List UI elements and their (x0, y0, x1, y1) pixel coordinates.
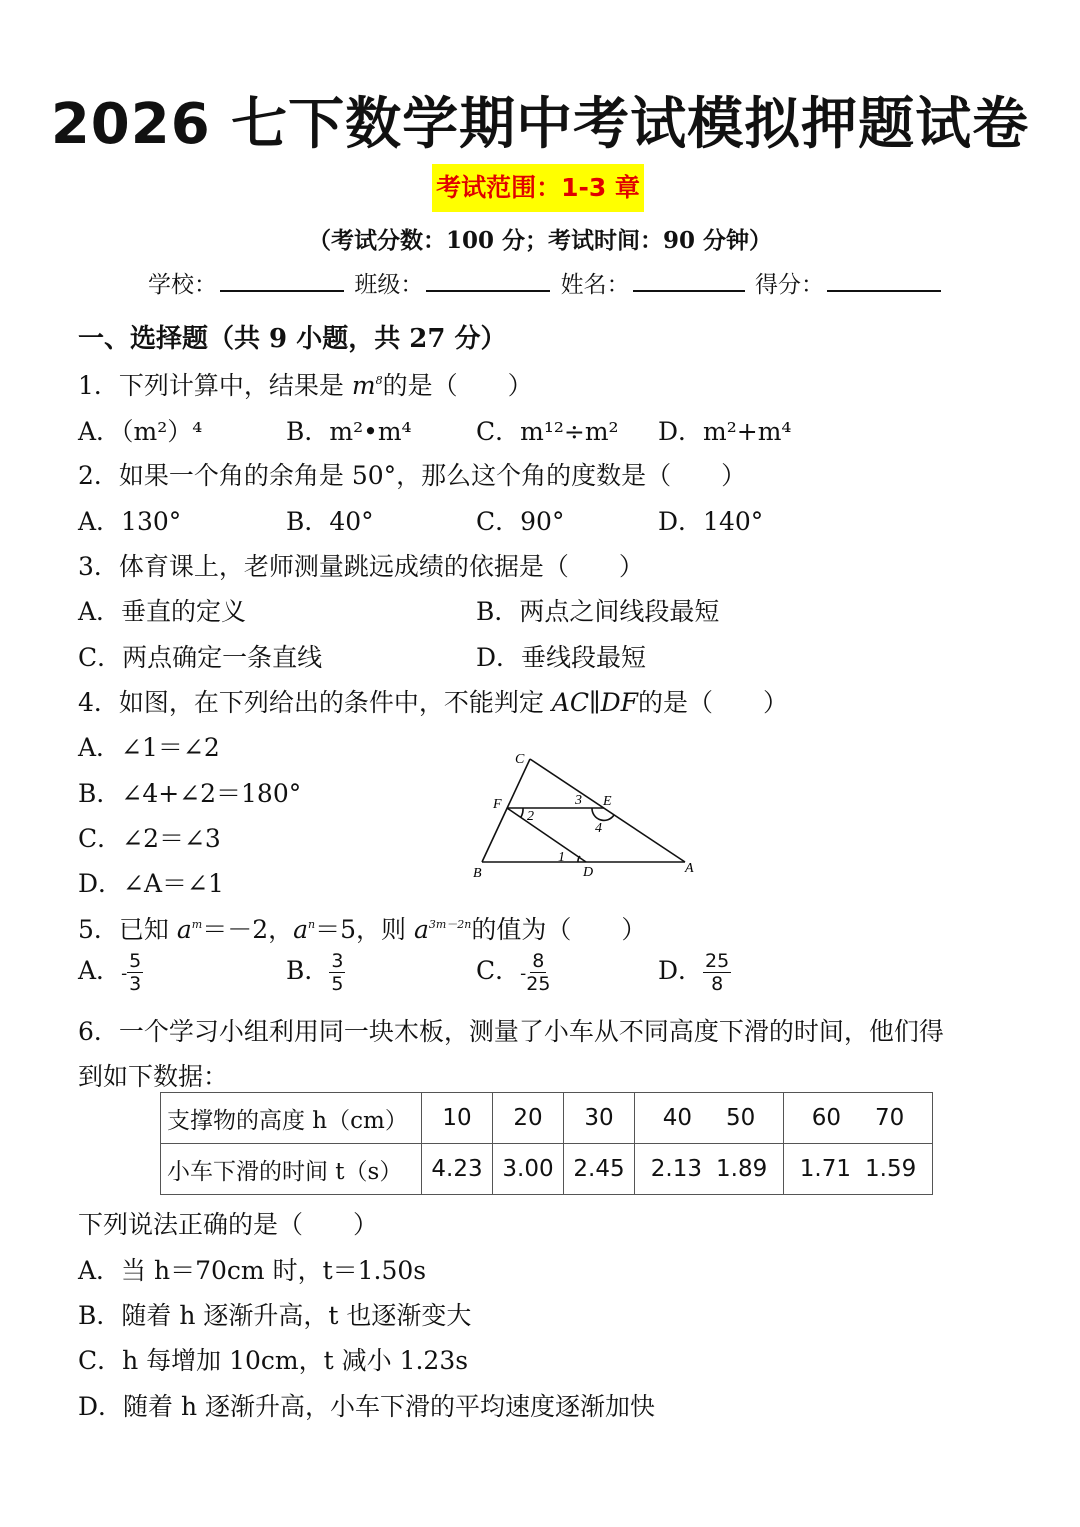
name-blank[interactable] (633, 270, 745, 292)
table-cell: 3.00 (493, 1144, 564, 1195)
q1-option-b: B．m²•m⁴ (286, 417, 412, 446)
school-label: 学校： (148, 272, 217, 298)
q5-option-c (476, 950, 550, 995)
q5-c-sign: - (520, 963, 527, 984)
q3-option-a: A．垂直的定义 (78, 597, 247, 626)
angle-4-arc (592, 808, 614, 820)
q4-option-b: B．∠4+∠2＝180° (78, 779, 302, 808)
label-E: E (603, 794, 612, 809)
label-angle-4: 4 (595, 821, 602, 836)
exam-range-badge: 考试范围：1-3 章 (432, 164, 644, 212)
score-label: 得分： (754, 272, 824, 298)
q5-d-fraction (703, 950, 731, 995)
table-cell: 20 (493, 1093, 564, 1144)
q1-stem-post: 的是（ ） (382, 371, 533, 400)
q4-option-d: D．∠A＝∠1 (78, 869, 224, 898)
q5-b-fraction (329, 950, 345, 995)
name-label: 姓名： (560, 272, 630, 298)
table-row-header: 支撑物的高度 h（cm） (161, 1093, 422, 1144)
q5-a-num: 5 (129, 950, 142, 972)
question-2-stem: 2．如果一个角的余角是 50°，那么这个角的度数是（ ） (78, 461, 747, 490)
school-blank[interactable] (220, 270, 344, 292)
q5-a-den: 3 (129, 973, 142, 995)
table-cell: 2.45 (564, 1144, 635, 1195)
q5-c-den: 25 (526, 973, 551, 995)
class-label: 班级： (354, 272, 424, 298)
label-C: C (515, 752, 525, 767)
question-6-stem-line1: 6．一个学习小组利用同一块木板，测量了小车从不同高度下滑的时间，他们得 (78, 1017, 944, 1046)
q3-option-d: D．垂线段最短 (476, 643, 647, 672)
label-B: B (473, 866, 482, 881)
q5-option-d (658, 950, 731, 995)
q5-d-label: D． (658, 956, 704, 985)
q5-c-label: C． (476, 956, 521, 985)
q5-d-den: 8 (711, 973, 724, 995)
table-cell: 60 70 (784, 1093, 933, 1144)
q6-option-b: B．随着 h 逐渐升高，t 也逐渐变大 (78, 1301, 472, 1330)
q4-stem-pre: 4．如图，在下列给出的条件中，不能判定 (78, 688, 552, 717)
q5-b-den: 5 (331, 973, 344, 995)
table-row (161, 1093, 933, 1144)
q5-b-num: 3 (331, 950, 344, 972)
q6-option-c: C．h 每增加 10cm，t 减小 1.23s (78, 1346, 469, 1375)
exam-info: （考试分数：100 分；考试时间：90 分钟） (307, 227, 773, 254)
q5-cond-2: ＝5，则 (315, 915, 414, 944)
q5-option-b (286, 950, 345, 995)
table-cell: 40 50 (635, 1093, 784, 1144)
q5-a-fraction (127, 950, 143, 995)
data-table (160, 1092, 933, 1195)
q2-option-d: D．140° (658, 507, 764, 536)
score-blank[interactable] (827, 270, 941, 292)
table-cell: 30 (564, 1093, 635, 1144)
q2-option-c: C．90° (476, 507, 565, 536)
q2-option-b: B．40° (286, 507, 374, 536)
segment-CA (530, 759, 685, 862)
label-F: F (493, 797, 502, 812)
question-1-stem (78, 366, 533, 402)
geometry-figure (465, 745, 705, 885)
question-3-stem: 3．体育课上，老师测量跳远成绩的依据是（ ） (78, 552, 644, 581)
q3-option-c: C．两点确定一条直线 (78, 643, 323, 672)
q1-option-c: C．m¹²÷m² (476, 417, 619, 446)
angle-2-arc (521, 808, 523, 817)
label-A: A (685, 861, 694, 876)
q4-stem-post: 的是（ ） (637, 688, 788, 717)
q1-stem-pre: 1．下列计算中，结果是 (78, 371, 352, 400)
label-angle-1: 1 (558, 850, 565, 865)
q5-c-fraction (526, 950, 550, 995)
table-row (161, 1144, 933, 1195)
question-4-stem (78, 683, 788, 719)
q5-cond-1: ＝－2， (202, 915, 294, 944)
question-6-stem-line2: 到如下数据： (78, 1062, 229, 1091)
table-row-header: 小车下滑的时间 t（s） (161, 1144, 422, 1195)
page-title: 2026 七下数学期中考试模拟押题试卷 (50, 92, 1030, 157)
table-cell: 2.13 1.89 (635, 1144, 784, 1195)
q1-option-d: D．m²+m⁴ (658, 417, 792, 446)
label-D: D (583, 865, 594, 880)
q1-option-a: A．（m²）⁴ (78, 417, 203, 446)
q4-option-c: C．∠2＝∠3 (78, 824, 221, 853)
q5-c-num: 8 (532, 950, 545, 972)
q5-b-label: B． (286, 956, 330, 985)
q1-var: m (351, 371, 376, 400)
student-info-row (148, 266, 944, 299)
q6-option-d: D．随着 h 逐渐升高，小车下滑的平均速度逐渐加快 (78, 1392, 656, 1421)
section-title: 一、选择题（共 9 小题，共 27 分） (78, 324, 507, 354)
q3-option-b: B．两点之间线段最短 (476, 597, 720, 626)
table-cell: 1.71 1.59 (784, 1144, 933, 1195)
label-angle-2: 2 (527, 809, 534, 824)
question-5-stem: 5．已知 $a^m=-2$，$a^n=5$，则 $a^{3m-2n}$的值为（ ） (78, 915, 647, 944)
q4-relation: AC∥DF (551, 688, 638, 717)
q6-prompt: 下列说法正确的是（ ） (78, 1210, 379, 1239)
q5-stem-pre: 5．已知 (78, 915, 177, 944)
q5-exponent: 3m－2n (428, 918, 472, 931)
q2-option-a: A．130° (78, 507, 182, 536)
q5-a-label: A． (78, 956, 122, 985)
q5-a-sign: - (121, 963, 128, 984)
table-cell: 4.23 (422, 1144, 493, 1195)
segment-FD (507, 808, 586, 862)
table-cell: 10 (422, 1093, 493, 1144)
q4-option-a: A．∠1＝∠2 (78, 733, 220, 762)
q6-option-a: A．当 h＝70cm 时，t＝1.50s (78, 1256, 427, 1285)
q1-exp: 8 (375, 374, 383, 387)
q5-d-num: 25 (705, 950, 730, 972)
q5-stem-post: 的值为（ ） (471, 915, 647, 944)
label-angle-3: 3 (575, 793, 582, 808)
class-blank[interactable] (426, 270, 550, 292)
q5-option-a (78, 950, 143, 995)
